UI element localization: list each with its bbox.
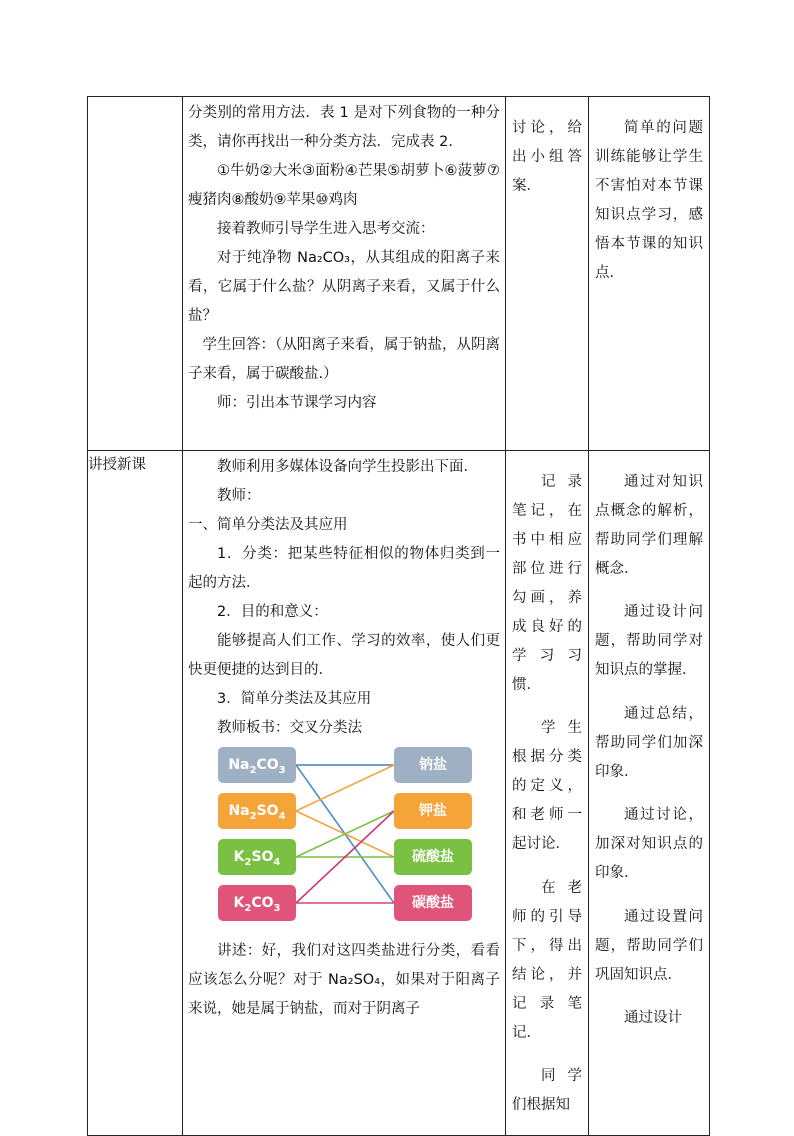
content-paragraph: 学生回答：（从阳离子来看，属于钠盐，从阴离子来看，属于碳酸盐.） [188, 337, 500, 382]
stage-cell [88, 97, 183, 451]
formula-box-na2so4: $Na_2SO_4$ [218, 793, 296, 829]
content-paragraph: 分类别的常用方法．表 1 是对下列食物的一种分类，请你再找出一种分类方法．完成表 2． [188, 105, 500, 150]
content-paragraph: ①牛奶②大米③面粉④芒果⑤胡萝卜⑥菠萝⑦瘦猪肉⑧酸奶⑨苹果⑩鸡肉 [188, 163, 500, 208]
stage-cell: 讲授新课 [88, 451, 183, 1136]
content-paragraph: 教师板书：交叉分类法 [217, 720, 362, 736]
category-box-sodium-salt: 钠盐 [394, 747, 472, 783]
design-purpose-cell [589, 97, 710, 451]
student-paragraph: 在老师的引导下，得出结论，并记录笔记． [512, 879, 582, 1041]
content-paragraph: 接着教师引导学生进入思考交流： [217, 221, 435, 237]
section-heading: 一、简单分类法及其应用 [188, 517, 348, 533]
student-paragraph: 学生根据分类的定义，和老师一起讨论． [512, 720, 582, 852]
purpose-paragraph: 简单的问题训练能够让学生不害怕对本节课知识点学习，感悟本节课的知识点． [595, 119, 703, 281]
table-row [88, 97, 710, 451]
formula-box-na2co3: $Na_2CO_3$ [218, 747, 296, 783]
category-box-sulfate-salt: 硫酸盐 [394, 839, 472, 875]
content-paragraph: 师：引出本节课学习内容 [217, 395, 377, 411]
cross-classification-diagram [218, 747, 478, 931]
content-paragraph: 教师利用多媒体设备向学生投影出下面． [217, 459, 478, 475]
formula-box-k2so4: $K_2SO_4$ [218, 839, 296, 875]
purpose-paragraph: 通过总结，帮助同学们加深印象． [595, 705, 703, 780]
table-row [88, 451, 710, 1136]
connector-na2so4-to-sodium [296, 765, 394, 811]
purpose-paragraph: 通过设计 [624, 1010, 682, 1026]
formula-box-k2co3: $K_2CO_3$ [218, 885, 296, 921]
content-paragraph: 2．目的和意义： [217, 604, 328, 620]
content-paragraph: 1．分类：把某些特征相似的物体归类到一起的方法． [188, 546, 500, 591]
content-paragraph: 教师： [217, 488, 261, 504]
design-purpose-cell [589, 451, 710, 1136]
content-paragraph: 能够提高人们工作、学习的效率，使人们更快更便捷的达到目的． [188, 633, 500, 678]
student-activity-cell [506, 97, 589, 451]
purpose-paragraph: 通过设置问题，帮助同学们巩固知识点． [595, 908, 703, 983]
student-paragraph: 记录笔记，在书中相应部位进行勾画，养成良好的学习习惯． [512, 473, 582, 693]
purpose-paragraph: 通过讨论，加深对知识点的印象． [595, 807, 703, 881]
lesson-plan-table [87, 96, 710, 1136]
category-box-potassium-salt: 钾盐 [394, 793, 472, 829]
student-paragraph: 同学们根据知 [512, 1068, 582, 1113]
content-paragraph: 讲述：好，我们对这四类盐进行分类，看看应该怎么分呢？对于 Na₂SO₄，如果对于阳离子来说，她是属于钠盐，而对于阴离子 [188, 943, 500, 1017]
category-box-carbonate-salt: 碳酸盐 [394, 885, 472, 921]
content-paragraph: 3．简单分类法及其应用 [217, 691, 372, 707]
purpose-paragraph: 通过对知识点概念的解析，帮助同学们理解概念． [595, 473, 703, 577]
purpose-paragraph: 通过设计问题，帮助同学对知识点的掌握． [595, 604, 703, 678]
student-activity-cell [506, 451, 589, 1136]
content-paragraph: 对于纯净物 Na₂CO₃，从其组成的阳离子来看，它属于什么盐？从阴离子来看，又属于什么盐？ [188, 250, 500, 324]
content-cell [183, 451, 506, 1136]
student-paragraph: 讨论，给出小组答案． [512, 119, 582, 194]
content-cell [183, 97, 506, 451]
